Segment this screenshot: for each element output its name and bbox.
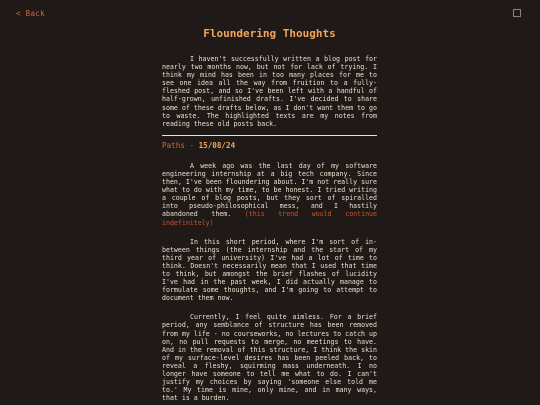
divider [162,135,377,136]
intro-paragraph: I haven't successfully written a blog post for nearly two months now, but not for lack of trying. I think my mind has been in too many places for me to see one idea all the way from fruition to a fully-fleshed post, and so I've been left with a handful of half-grown, unfinished drafts. I've decided to share some of these drafts below, as I don't want them to go to waste. The highlighted texts are my notes from reading these old posts back. [162,55,377,128]
body-paragraph [162,313,377,402]
highlighted-note: (this trend would continue indefinitely) [162,210,377,227]
section-label: Paths [162,140,185,150]
square-outline-icon[interactable] [513,9,521,17]
section-separator: - [184,140,199,150]
top-bar [0,0,540,26]
body-paragraph [162,238,377,303]
paragraph-text: In this short period, where I'm sort of in-between things (the internship and the start of my third year of university) I've had a lot of time to think. Doesn't necessarily mean that I used that time to think, but amongst the brief flashes of lucidity I've had in the past week, I did actually manage to formulate some thoughts, and I'm going to attempt to document them now. [162,237,377,303]
page-title: Floundering Thoughts [203,27,336,40]
body-paragraph [162,162,377,227]
section-heading [162,141,377,151]
paragraph-text: Currently, I feel quite aimless. For a brief period, any semblance of structure has been removed from my life - no courseworks, no lectures to catch up on, no pull requests to merge, no meetings to have. And in the removal of this structure, I think the skin of my surface-level desires has been peeled back, to reveal a fleshy, squirming mass underneath. I no longer have someone to tell me what to do. I can't justify my choices by saying 'someone else told me to.' My time is mine, only mine, and in many ways, that is a burden. [162,313,377,403]
article [162,25,377,402]
paragraph-text: A week ago was the last day of my software engineering internship at a big tech company. Since then, I've been floundering about. I'm not really sure what to do with my time, to be honest. I tried writing a couple of blog posts, but they sort of spiralled into pseudo-philosophical mess, and I hastily abandoned them. [162,161,377,219]
section-date: 15/08/24 [198,140,236,150]
back-link[interactable]: < Back [16,9,45,18]
